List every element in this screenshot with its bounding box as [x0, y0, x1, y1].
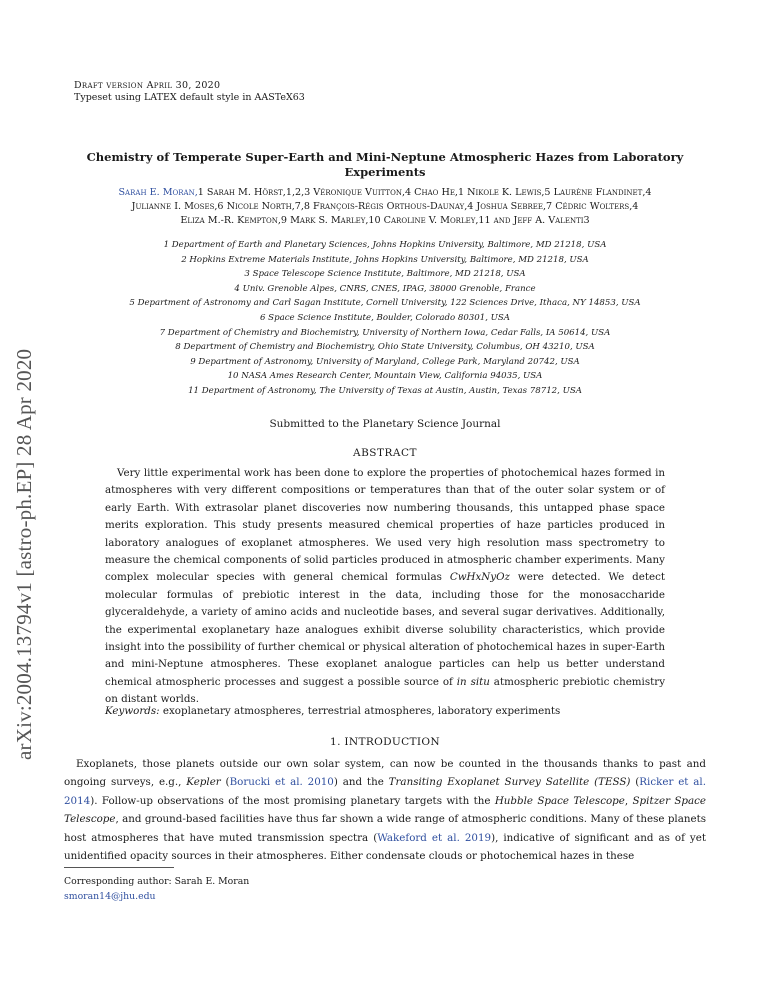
- affiliation: 2 Hopkins Extreme Materials Institute, Johns Hopkins University, Baltimore, MD 21218, USA: [181, 254, 589, 265]
- affiliation: 5 Department of Astronomy and Carl Sagan Institute, Cornell University, 122 Sciences Drive, Ithaca, NY 14853, USA: [129, 298, 641, 309]
- citation-link[interactable]: Ricker et al. 2014: [64, 776, 706, 807]
- section-heading-introduction: 1. INTRODUCTION: [330, 736, 440, 748]
- title-line-2: Experiments: [344, 165, 426, 179]
- abstract-body: [105, 465, 665, 709]
- chemical-formula: CwHxNyOz: [449, 571, 510, 584]
- affiliation: 6 Space Science Institute, Boulder, Colorado 80301, USA: [259, 312, 510, 323]
- affiliation: 10 NASA Ames Research Center, Mountain View, California 94035, USA: [227, 371, 543, 382]
- corresponding-author-footnote: [64, 874, 249, 904]
- abstract-text: were detected. We detect molecular formulas of prebiotic interest in the data, including those for the monosaccharide glyceraldehyde, a variety of amino acids and nucleotide bases, and several sugar derivatives. Additionally, the experimental exoplanetary haze analogues exhibit diverse solubility characteristics, which provide insight into the possibility of further chemical or physical alteration of photochemical hazes in super-Earth and mini-Neptune atmospheres. These exoplanet analogue particles can help us better understand chemical atmospheric processes and suggest a possible source of: [105, 571, 665, 688]
- intro-text: ,: [624, 794, 633, 807]
- footnote-divider: [64, 867, 174, 868]
- mission-name: Transiting Exoplanet Survey Satellite (TESS): [388, 776, 631, 789]
- mission-name: Kepler: [186, 776, 221, 789]
- intro-text: ). Follow-up observations of the most promising planetary targets with the: [90, 794, 495, 807]
- keywords-label: Keywords:: [105, 705, 160, 717]
- in-situ-term: in situ: [456, 675, 490, 688]
- affiliation: 11 Department of Astronomy, The University of Texas at Austin, Austin, Texas 78712, USA: [188, 385, 582, 396]
- submission-note: Submitted to the Planetary Science Journal: [269, 418, 501, 430]
- citation-link[interactable]: Borucki et al. 2010: [229, 776, 334, 789]
- introduction-paragraph: Exoplanets, those planets outside our own solar system, can now be counted in the thousands thanks to past and ongoing surveys, e.g., Kepler (Borucki et al. 2010) and the Transiting Exoplanet Survey Satellite (TESS) (Ricker et al. 2014). Follow-up observations of the most promising planetary targets with the Hubble Space Telescope, Spitzer Space Telescope, and ground-based facilities have thus far shown a wide range of atmospheric conditions. Many of these planets host atmospheres that have muted transmission spectra (Wakeford et al. 2019), indicative of significant and as of yet unidentified opacity sources in their atmospheres. Either condensate clouds or photochemical hazes in these: [64, 758, 707, 863]
- affiliation: 3 Space Telescope Science Institute, Baltimore, MD 21218, USA: [244, 269, 526, 280]
- abstract-text: atmospheric prebiotic chemistry on distant worlds.: [105, 675, 666, 706]
- draft-header: [74, 80, 305, 104]
- author-line-2: Julianne I. Moses,6 Nicole North,7,8 François-Régis Orthous-Daunay,4 Joshua Sebree,7 Cédric Wolters,4: [131, 201, 639, 212]
- intro-text: Exoplanets, those planets outside our own solar system, can now be counted in the thousands thanks to past and ongoing surveys, e.g.,: [64, 758, 706, 789]
- typeset-note: Typeset using LATEX default style in AASTeX63: [74, 92, 305, 103]
- keywords: [105, 705, 665, 717]
- affiliation: 9 Department of Astronomy, University of Maryland, College Park, Maryland 20742, USA: [190, 356, 580, 367]
- author-email-link[interactable]: smoran14@jhu.edu: [64, 891, 156, 902]
- intro-text: ), indicative of significant and as of yet unidentified opacity sources in their atmospheres. Either condensate clouds or photochemical hazes in these: [64, 831, 706, 863]
- affiliation: 1 Department of Earth and Planetary Sciences, Johns Hopkins University, Baltimore, MD 21218, USA: [163, 240, 607, 250]
- telescope-name: Spitzer Space Telescope: [64, 794, 707, 826]
- author-line-1-rest: 1 Sarah M. Hörst,1,2,3 Véronique Vuitton,4 Chao He,1 Nikole K. Lewis,5 Laurène Flandinet,4: [197, 187, 652, 198]
- paper-title: [60, 150, 710, 180]
- draft-version: Draft version April 30, 2020: [74, 80, 221, 91]
- title-line-1: Chemistry of Temperate Super-Earth and Mini-Neptune Atmospheric Hazes from Laboratory: [86, 150, 684, 164]
- affiliation: 4 Univ. Grenoble Alpes, CNRS, CNES, IPAG, 38000 Grenoble, France: [234, 283, 536, 294]
- author-line-3: Eliza M.-R. Kempton,9 Mark S. Marley,10 Caroline V. Morley,11 and Jeff A. Valenti3: [180, 215, 590, 226]
- corresponding-author: Corresponding author: Sarah E. Moran: [64, 876, 250, 887]
- citation-link[interactable]: Wakeford et al. 2019: [377, 831, 492, 844]
- author-list: [60, 186, 710, 228]
- affiliation: 7 Department of Chemistry and Biochemistry, University of Northern Iowa, Cedar Falls, IA 50614, USA: [159, 327, 611, 338]
- abstract-heading: ABSTRACT: [352, 447, 418, 459]
- keywords-text: exoplanetary atmospheres, terrestrial atmospheres, laboratory experiments: [159, 705, 561, 717]
- intro-text: , and ground-based facilities have thus far shown a wide range of atmospheric conditions. Many of these planets host atmospheres that have muted transmission spectra (: [64, 813, 706, 844]
- arxiv-stamp: arXiv:2004.13794v1 [astro-ph.EP] 28 Apr 2020: [12, 348, 36, 760]
- telescope-name: Hubble Space Telescope: [494, 794, 625, 807]
- author-line-1: [60, 186, 710, 200]
- intro-text: ) and the: [333, 776, 389, 789]
- abstract-text: Very little experimental work has been done to explore the properties of photochemical hazes formed in atmospheres with very different compositions or temperatures than that of the outer solar system or of early Earth. With extrasolar planet discoveries now numbering thousands, this untapped phase space merits exploration. This study presents measured chemical properties of haze particles produced in laboratory analogues of exoplanet atmospheres. We used very high resolution mass spectrometry to measure the chemical components of solid particles produced in atmospheric chamber experiments. Many complex molecular species with general chemical formulas: [105, 467, 665, 584]
- affiliation: 8 Department of Chemistry and Biochemistry, Ohio State University, Columbus, OH 43210, USA: [175, 342, 595, 353]
- affiliation-list: [60, 238, 710, 399]
- lead-author-link[interactable]: Sarah E. Moran,: [118, 187, 198, 198]
